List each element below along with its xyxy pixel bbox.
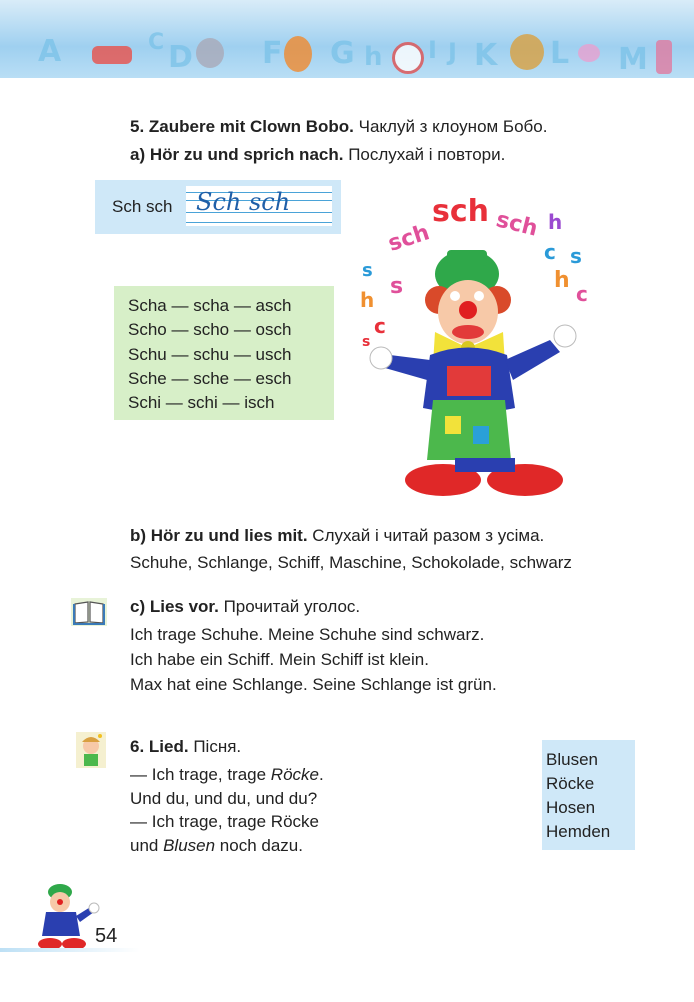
word-box-item: Blusen bbox=[546, 750, 598, 769]
task-c-label bbox=[130, 597, 360, 617]
exercise-5-title bbox=[130, 117, 547, 137]
reading-line: Ich trage Schuhe. Meine Schuhe sind schwarz. bbox=[130, 625, 485, 644]
task-b-words: Schuhe, Schlange, Schiff, Maschine, Schokolade, schwarz bbox=[130, 553, 572, 572]
task-a-label-uk: Послухай і повтори. bbox=[348, 145, 506, 164]
task-b-label bbox=[130, 526, 544, 546]
song-text: . bbox=[318, 765, 324, 784]
banner-letter: C bbox=[148, 30, 165, 55]
exercise-number: 5. bbox=[130, 117, 145, 136]
banner-letter: J bbox=[448, 38, 457, 66]
banner-flower-icon bbox=[578, 44, 600, 62]
reading-line: Ich habe ein Schiff. Mein Schiff ist klein. bbox=[130, 650, 429, 669]
song-line bbox=[130, 836, 303, 856]
syllable-row: Schi — schi — isch bbox=[128, 393, 275, 412]
banner-letter: M bbox=[618, 42, 648, 77]
footer-bar bbox=[0, 948, 140, 952]
juggle-letters: sch bbox=[493, 207, 541, 242]
juggle-letters: c bbox=[374, 314, 386, 338]
exercise-6-title bbox=[130, 737, 241, 757]
word-box-item: Röcke bbox=[546, 774, 595, 793]
banner-fox-icon bbox=[284, 36, 312, 72]
banner-plane-icon bbox=[92, 46, 132, 64]
juggle-letters: c bbox=[576, 282, 588, 306]
syllable-row: Sche — sche — esch bbox=[128, 369, 292, 388]
task-b-label-de: b) Hör zu und lies mit. bbox=[130, 526, 308, 545]
exercise-number: 6. bbox=[130, 737, 145, 756]
banner-letter: G bbox=[330, 36, 355, 71]
syllable-row: Scha — scha — asch bbox=[128, 296, 292, 315]
letter-box-label: Sch sch bbox=[112, 197, 173, 216]
banner-robot-icon bbox=[196, 38, 224, 68]
juggle-letters: s bbox=[362, 334, 371, 350]
juggle-letters: c bbox=[544, 240, 556, 264]
song-line: Und du, und du, und du? bbox=[130, 789, 318, 808]
banner-ball-icon bbox=[392, 42, 424, 74]
song-line bbox=[130, 765, 324, 785]
singing-kid-icon bbox=[76, 732, 106, 768]
page-number: 54 bbox=[95, 925, 118, 947]
juggle-letters: s bbox=[570, 244, 582, 268]
handwritten-sch: Sch sch bbox=[196, 188, 291, 216]
exercise-title-de: Lied. bbox=[148, 737, 189, 756]
task-a-label bbox=[130, 145, 505, 165]
juggle-letters: sch bbox=[385, 220, 433, 257]
juggle-letters: h bbox=[548, 210, 563, 234]
clown-bobo-illustration bbox=[355, 240, 610, 502]
banner-figure-icon bbox=[656, 40, 672, 74]
reading-line: Max hat eine Schlange. Seine Schlange ist grün. bbox=[130, 675, 497, 694]
task-a-label-de: a) Hör zu und sprich nach. bbox=[130, 145, 344, 164]
task-b-label-uk: Слухай і читай разом з усіма. bbox=[312, 526, 545, 545]
juggle-letters: sch bbox=[432, 194, 489, 229]
syllable-row: Scho — scho — osch bbox=[128, 320, 292, 339]
word-box-item: Hosen bbox=[546, 798, 596, 817]
banner-lion-icon bbox=[510, 34, 544, 70]
banner-letter: A bbox=[38, 34, 62, 69]
exercise-title-uk: Пісня. bbox=[193, 737, 242, 756]
syllable-row: Schu — schu — usch bbox=[128, 345, 292, 364]
task-c-label-uk: Прочитай уголос. bbox=[223, 597, 361, 616]
banner-letter: F bbox=[262, 36, 283, 71]
juggle-letters: s bbox=[362, 260, 373, 281]
juggle-letters: h bbox=[554, 268, 570, 293]
banner-letter: I bbox=[428, 36, 437, 64]
exercise-title-de: Zaubere mit Clown Bobo. bbox=[148, 117, 354, 136]
banner-letter: h bbox=[364, 42, 383, 72]
juggle-letters: h bbox=[360, 288, 375, 312]
song-line: — Ich trage, trage Röcke bbox=[130, 812, 319, 831]
task-c-label-de: c) Lies vor. bbox=[130, 597, 219, 616]
alphabet-banner bbox=[0, 0, 694, 78]
exercise-title-uk: Чаклуй з клоуном Бобо. bbox=[358, 117, 548, 136]
song-text: noch dazu. bbox=[215, 836, 303, 855]
song-text: und bbox=[130, 836, 164, 855]
juggle-letters: s bbox=[390, 274, 404, 299]
word-box-item: Hemden bbox=[546, 822, 611, 841]
song-text: — Ich trage, trage bbox=[130, 765, 271, 784]
banner-letter: K bbox=[474, 38, 498, 73]
song-emphasis: Röcke bbox=[270, 765, 319, 784]
book-icon bbox=[71, 598, 107, 626]
corner-clown-icon bbox=[30, 880, 100, 952]
song-emphasis: Blusen bbox=[163, 836, 216, 855]
banner-letter: D bbox=[168, 40, 193, 75]
banner-letter: L bbox=[550, 36, 570, 71]
